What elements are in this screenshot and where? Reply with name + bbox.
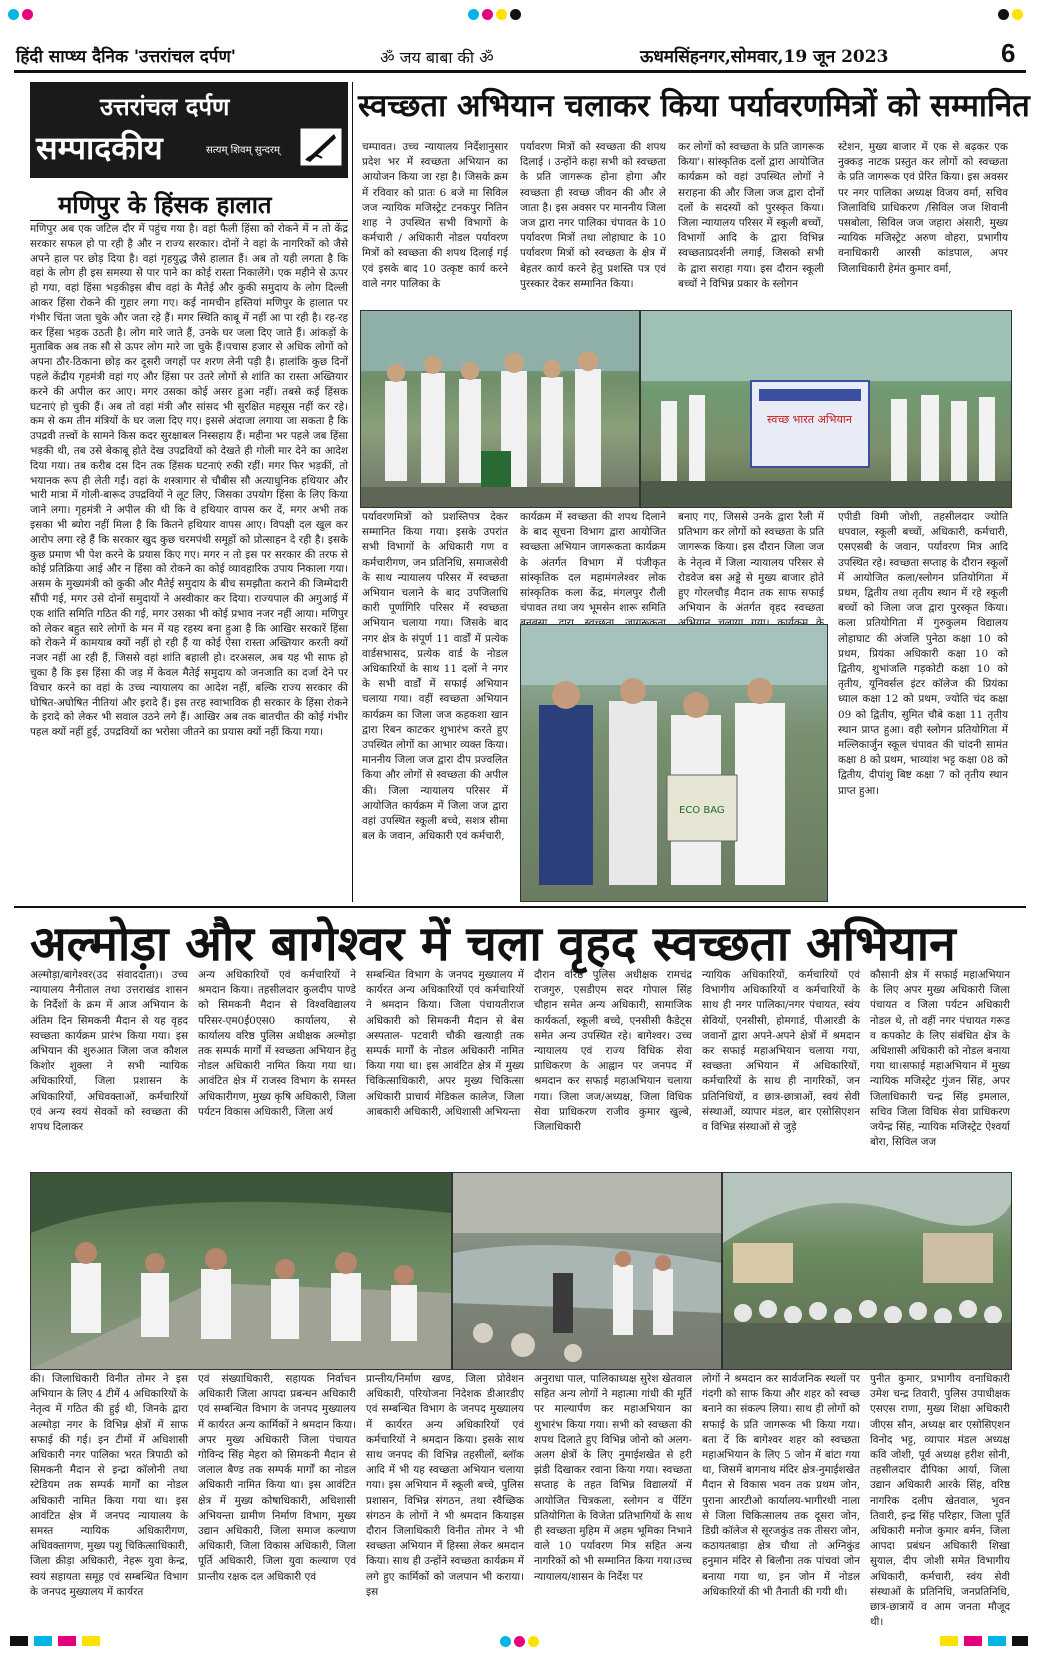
register-square	[34, 1636, 52, 1646]
story2-headline: अल्मोड़ा और बागेश्वर में चला वृहद स्वच्छता अभियान	[30, 916, 956, 972]
yellow-dot	[528, 1636, 539, 1647]
top-registration-bar	[0, 0, 1039, 26]
story1-mid1: पर्यावरणमित्रों को प्रशस्तिपत्र देकर सम्मानित किया गया। इसके उपरांत सभी विभागों के अधिकारी गण व कर्मचारीगण, जन प्रतिनिधि, समाजसेवी के साथ न्यायालय परिसर में स्वच्छता अभियान चलाने के बाद उपजिलाधि कारी पूर्णागिरि परिसर में स्वच्छता अभियान चलाया गया। जिसके बाद नगर क्षेत्र के संपूर्ण 11 वार्डों में प्रत्येक वार्डसभासद, प्रत्येक वार्ड के नोडल अधिकारियों के साथ 11 दलों ने नगर के सभी वार्डों में सफाई अभियान चलाया गया। वहीं स्वच्छता अभियान कार्यक्रम का जिला जज कहकशा खान द्वारा रिबन काटकर शुभारंभ करते हुए उपस्थित लोगों का आभार व्यक्त किया। माननीय जिला जज द्वारा दीप प्रज्वलित किया और लोगों से स्वच्छता की अपील की। जिला न्यायालय परिसर में आयोजित कार्यक्रम में जिला जज द्वारा वहां उपस्थित स्कूली बच्चे, सशत्र सीमा बल के जवान, अधिकारी एवं कर्मचारी,	[362, 511, 508, 843]
ribbon-ceremony-photo	[520, 624, 828, 902]
editorial-headline: मणिपुर के हिंसक हालात	[58, 190, 272, 219]
black-dot	[998, 9, 1009, 20]
crowd-photo	[722, 1172, 1012, 1370]
story2-bot1: की। जिलाधिकारी विनीत तोमर ने इस अभियान के लिए 4 टीमें 4 अधिकारियों के नेतृत्व में गठित की हुई थी, जिनके द्वारा अल्मोड़ा नगर के विभिन्न क्षेत्रों में साफ सफाई की गई। इन टीमों में अधिशासी अधिकारी नगर पालिका भरत त्रिपाठी को सिमकनी मैदान से इन्द्रा कॉलोनी तथा स्टेडियम तक सम्पर्क मार्गों का नोडल अधिकारी नामित किया गया था। इस आवंटित क्षेत्र में जनपद न्यायालय के समस्त न्यायिक अधिकारीगण, अधिवक्तागण, मुख्य पशु चिकित्साधिकारी, जिला क्रीड़ा अधिकारी, नेहरू युवा केन्द्र, स्वयं सहायता समूह एवं सम्बन्धित विभाग के जनपद मुख्यालय में कार्यरत	[30, 1373, 188, 1598]
editorial-motto: सत्यम् शिवम् सुन्दरम्	[206, 145, 280, 156]
yellow-dot	[496, 9, 507, 20]
story1-headline: स्वच्छता अभियान चलाकर किया पर्यावरणमित्रों को सम्मानित	[358, 88, 1030, 124]
quill-pen-icon	[300, 128, 342, 166]
story2-top1: अल्मोड़ा/बागेश्वर(उद संवाददाता)। उच्च न्यायालय नैनीताल तथा उत्तराखंड शासन के निर्देशों के क्रम में आज अभियान के अंतिम दिन सिमकनी मैदान से यह वृहद स्वच्छता कार्यक्रम प्रारंभ किया गया। इस अभियान की शुरुआत जिला जज कौशल किशोर शुक्ला ने सभी न्यायिक अधिकारियों, जिला प्रशासन के अधिकारियों, अधिवक्ताओं, कर्मचारियों एवं अन्य स्वयं सेवकों को स्वच्छता की शपथ दिलाकर	[30, 969, 188, 1134]
magenta-dot	[482, 9, 493, 20]
section-rule	[14, 906, 1026, 908]
editorial-paper-name: उत्तरांचल दर्पण	[100, 92, 230, 121]
register-square	[58, 1636, 76, 1646]
banner-text: स्वच्छ भारत अभियान	[767, 413, 852, 426]
story2-top3: सम्बन्धित विभाग के जनपद मुख्यालय में कार्यरत अन्य अधिकारियों एवं कर्मचारियों ने श्रमदान किया। जिला पंचायतीराज अधिकारी को सिमकनी मैदान से बेस अस्पताल- पटवारी चौकी खत्याड़ी तक सम्पर्क मार्गों के नोडल अधिकारी नामित किया गया था। इस आवंटित क्षेत्र में मुख्य चिकित्साधिकारी, अपर मुख्य चिकित्सा अधिकारी प्राचार्य मेडिकल कालेज, जिला आबकारी अधिकारी, अधिशासी अभियन्ता	[366, 969, 524, 1118]
register-square	[964, 1636, 982, 1646]
photo-illustration	[31, 1173, 451, 1369]
story2-top6: कौसानी क्षेत्र में सफाई महाअभियान के लिए अपर मुख्य अधिकारी जिला पंचायत व जिला पर्यटन अधिकारी नोडल थे, तो वहीं नगर पंचायत गरूड व कपकोट के लिए संबंधित क्षेत्र के अधिशासी अधिकारी को नोडल बनाया गया था।सफाई महाअभियान में मुख्य न्यायिक मजिस्ट्रेट गुंजन सिंह, अपर जिलाधिकारी चन्द्र सिंह इमलाल, सचिव जिला विधिक सेवा प्राधिकरण जयेन्द्र सिंह, न्यायिक मजिस्ट्रेट ऐश्वर्या बोरा, सिविल जज	[870, 969, 1010, 1149]
page-number: 6	[1001, 38, 1016, 68]
story1-col2: पर्यावरण मित्रों को स्वच्छता की शपथ दिलाई । उन्होंने कहा सभी को स्वच्छता के प्रति जागरूक होना होगा और स्वच्छता ही स्वच्छ जीवन की और ले जाता है। इस अवसर पर माननीय जिला जज द्वारा नगर पालिका चंपावत के 10 पर्यावरण मित्रों तथा लोहाघाट के 10 पर्यावरण मित्रों को स्वच्छता के क्षेत्र में बेहतर कार्य करने हेतु प्रशस्ति पत्र एवं पुरस्कार देकर सम्मानित किया।	[520, 141, 666, 290]
riverbank-photo	[452, 1172, 722, 1370]
photo-illustration	[641, 311, 1011, 507]
cyan-dot	[8, 9, 19, 20]
masthead-left: हिंदी साप्ध्य दैनिक 'उत्तरांचल दर्पण'	[16, 47, 236, 67]
story2-top2: अन्य अधिकारियों एवं कर्मचारियों ने श्रमदान किया। तहसीलदार कुलदीप पाण्डे को सिमकनी मैदान से विश्वविद्यालय परिसर-एम0ई0एस0 कार्यालय, से कार्यालय वरिष्ठ पुलिस अधीक्षक अल्मोड़ा तक सम्पर्क मार्गों में स्वच्छता अभियान हेतु नोडल अधिकारी नामित किया गया था। आवंटित क्षेत्र में राजस्व विभाग के समस्त अधिकारीगण, मुख्य कृषि अधिकारी, जिला पर्यटन विकास अधिकारी, जिला अर्थ	[198, 969, 356, 1118]
photo-illustration	[453, 1173, 721, 1369]
bag-text: ECO BAG	[679, 805, 725, 816]
photo-illustration	[521, 625, 827, 901]
editorial-rule	[30, 220, 348, 221]
editorial-section-title: सम्पादकीय	[36, 129, 163, 167]
photo-illustration	[361, 311, 639, 507]
cyan-dot	[500, 1636, 511, 1647]
photo-illustration	[723, 1173, 1011, 1369]
story1-col1: चम्पावत। उच्च न्यायालय निर्देशानुसार प्रदेश भर में स्वच्छता अभियान का आयोजन किया जा रहा है। जिसके क्रम में रविवार को प्रातः 6 बजे मा सिविल जज न्यायिक मजिस्ट्रेट टनकपुर नितिन शाह ने उपस्थित सभी विभागों के कर्मचारी / अधिकारी नोडल पर्यावरण मित्रों को स्वच्छता की शपथ दिलाई गई एवं इसके बाद 10 उत्कृष्ट कार्य करने वाले नगर पालिका के	[362, 141, 508, 290]
masthead-right: ऊधमसिंहनगर,सोमवार,19 जून 2023	[640, 47, 889, 67]
story2-bot5: लोगों ने श्रमदान कर सार्वजनिक स्थलों पर गंदगी को साफ किया और शहर को स्वच्छ बनाने का संकल्प लिया। साथ ही लोगों को सफाई के प्रति जागरूक भी किया गया। बता दें कि बागेश्वर शहर को स्वच्छता महाअभियान के लिए 5 जोन में बांटा गया था, जिसमें बागनाथ मंदिर क्षेत्र-नुमाईशखेत मैदान से विकास भवन तक प्रथम जोन, पुराना आरटीओ कार्यालय-भागीरथी नाला से जिला चिकित्सालय तक दूसरा जोन, डिग्री कॉलेज से सूरजकुंड तक तीसरा जोन, कठायतबाड़ा क्षेत्र चौथा तो अग्निकुंड हनुमान मंदिर से बिलौना तक पांचवां जोन बनाया गया था, इन जोन में नोडल अधिकारियों की भी तैनाती की गयी थी।	[702, 1373, 860, 1598]
register-square	[82, 1636, 100, 1646]
black-dot	[510, 9, 521, 20]
story2-top5: न्यायिक अधिकारियों, कर्मचारियों एवं विभागीय अधिकारियों व कर्मचारियों के साथ ही नगर पालिका/नगर पंचायत, स्वंय सेवियों, एनसीसी, होमगार्ड, पीआरडी के जवानों द्वारा अपने-अपने क्षेत्रों में श्रमदान कर सफाई महाअभियान चलाया गया, स्वच्छता अभियान में अधिकारियों, कर्मचारियों के साथ ही नागरिकों, जन प्रतिनिधियों, व छात्र-छात्राओं, स्वयं सेवी संस्थाओं, व्यापार मंडल, बार एसोसिएशन व विभिन्न संस्थाओं से जुड़े	[702, 969, 860, 1134]
story2-bot4: अनुराधा पाल, पालिकाध्यक्ष सुरेश खेतवाल सहित अन्य लोगों ने महात्मा गांधी की मूर्ति पर माल्यार्पण कर महाअभियान का शुभारंभ किया गया। सभी को स्वच्छता की शपथ दिलाते हुए विभिन्न जोनो को अलग-अलग क्षेत्रों के लिए नुमाईशखेत से हरी झंडी दिखाकर रवाना किया गया। स्वच्छता सप्ताह के तहत विभिन्न विद्यालयों में आयोजित चित्रकला, स्लोगन व पेंटिंग प्रतियोगिता के विजेता प्रतिभागियों के साथ ही स्वच्छता मुहिम में अहम भूमिका निभाने वाले 10 पर्यावरण मित्र सहित अन्य नागरिकों को भी सम्मानित किया गया।उच्च न्यायालय/शासन के निर्देश पर	[534, 1373, 692, 1583]
editorial-body: मणिपुर अब एक जटिल दौर में पहुंच गया है। वहां फैली हिंसा को रोकने में न तो केंद्र सरकार सफल हो पा रही है और न राज्य सरकार। दोनों ने वहां के नागरिकों को जैसे अपने हाल पर छोड़ दिया है। वहां गृहयुद्ध जैसे हालात हैं। अब तो यही लगता है कि वहां के लोग ही इस समस्या से पार पाने का कोई रास्ता निकालेंगे। एक महीने से ऊपर हो गया, वहां हिंसा भड़कीइस बीच वहां के मैतेई और कुकी समुदाय के लोग दिल्ली आकर हिंसा रोकने की गुहार लगा गए। कई नामचीन हस्तियां मणिपुर के हालात पर गंभीर चिंता जता चुके और जता रहे हैं। मगर स्थिति काबू में नहीं आ पा रही है। रह-रह कर हिंसा भड़क उठती है। लोग मारे जाते हैं, उनके घर जला दिए जाते हैं। आंकड़ों के मुताबिक अब तक सौ से ऊपर लोग मारे जा चुके हैं।पचास हजार से अधिक लोगों को अपना ठौर-ठिकाना छोड़ कर दूसरी जगहों पर शरण लेनी पड़ी है। हालांकि कुछ दिनों पहले केंद्रीय गृहमंत्री वहां गए और हिंसा पर उतरे लोगों से शांति का रास्ता अख्तियार करने की अपील कर आए। मगर उसका कोई असर हुआ नहीं। तबसे कई हिंसक घटनाएं हो चुकी हैं। अब तो वहां मंत्री और सांसद भी सुरक्षित महसूस नहीं कर रहे। कम से कम तीन मंत्रियों के घर जला दिए गए। इससे अंदाजा लगाया जा सकता है कि उपद्रवी तत्त्वों के सामने किस कदर सुरक्षाबल निस्सहाय हैं। महीना भर पहले जब हिंसा भड़की थी, तब उसे बेकाबू होते देख उपद्रवियों को देखते ही गोली मार देने का आदेश दिया गया। तब करीब दस दिन तक हिंसक घटनाएं रुकी रहीं। मगर फिर भड़कीं, तो भयानक रूप ही लेती गईं। वहां के शस्त्रागार से चौबीस सौ अत्याधुनिक हथियार और भारी मात्रा में गोली-बारूद उपद्रवियों ने लूट लिए, जिसका उपयोग हिंसा के लिए किया जाने लगा। गृहमंत्री ने अपील की थी कि वे हथियार वापस कर दें, मगर अभी तक इसका भी ब्योरा नहीं मिला है कि कितने हथियार वापस आए। विपक्षी दल खुल कर आरोप लगा रहे हैं कि सरकार खुद कुछ चरमपंथी समूहों को प्रोत्साहन दे रही है। इसके कुछ प्रमाण भी पेश करने के प्रयास किए गए। मगर न तो इस पर सरकार की तरफ से कोई प्रतिक्रिया आई और न हिंसा को रोकने का कोई व्यावहारिक उपाय निकाला गया। असम के मुख्यमंत्री को कुकी और मैतेई समुदाय के बीच समझौता कराने की जिम्मेदारी सौंपी गई, मगर उसे दोनों समुदायों ने अस्वीकार कर दिया। राज्यपाल की अगुआई में एक शांति समिति गठित की गई, मगर उसका भी कोई प्रभाव नजर नहीं आया। मणिपुर को लेकर बहुत सारे लोगों के मन में यह रहस्य बना हुआ है कि आखिर सरकारें हिंसा को रोकने में कामयाब क्यों नहीं हो रही हैं या कोई ऐसा रास्ता अख्तियार करती क्यों नजर नहीं आ रही हैं, जिससे वहां शांति बहाली हो। दरअसल, अब यह भी साफ हो चुका है कि इस हिंसा की जड़ में केवल मैतेई समुदाय को जनजाति का दर्जा देने पर विचार करने का वहां के उच्च न्यायालय का आदेश नहीं, बल्कि राज्य सरकार की घोषित-अघोषित नीतियां और इरादे हैं। इस तरह स्वाभाविक ही सरकार के हिंसा रोकने के इरादे को लेकर भी सवाल उठने लगे हैं। आखिर अब तक बातचीत की कोई गंभीर पहल क्यों नहीं हुई, उपद्रवियों का भरोसा जीतने का प्रयास क्यों नहीं किया गया।	[30, 223, 348, 739]
yellow-dot	[1012, 9, 1023, 20]
story1-mid3: बनाए गए, जिससे उनके द्वारा रैली में प्रतिभाग कर लोगों को स्वच्छता के प्रति जागरूक किया। इस दौरान जिला जज के नेतृत्व में जिला न्यायालय परिसर से रोडवेज बस अड्डे से मुख्य बाजार होते हुए गोरलचौड़ मैदान तक साफ सफाई अभियान के अंतर्गत वृहद स्वच्छता	[678, 511, 824, 615]
bottom-registration-bar	[0, 1628, 1039, 1654]
register-square	[10, 1636, 28, 1646]
magenta-dot	[22, 9, 33, 20]
masthead-center: ॐ जय बाबा की ॐ	[380, 48, 494, 67]
editorial-header-box	[30, 82, 348, 178]
magenta-dot	[514, 1636, 525, 1647]
run-photo	[30, 1172, 452, 1370]
story1-mid2: कार्यक्रम में स्वच्छता की शपथ दिलाने के बाद सूचना विभाग द्वारा आयोजित स्वच्छता अभियान जागरूकता कार्यक्रम के अंतर्गत विभाग में पंजीकृत सांस्कृतिक दल महामंगलेश्वर लोक सांस्कृतिक कला केंद्र, मंगलपुर रौली चंपावत तथा जय भूमसेन शारू समिति	[520, 511, 666, 615]
masthead-rule	[14, 70, 1026, 73]
story2-bot6: पुनीत कुमार, प्रभागीय वनाधिकारी उमेश चन्द्र तिवारी, पुलिस उपाधीक्षक एसएस राणा, मुख्य शिक्षा अधिकारी जीएस सौन, अध्यक्ष बार एसोसिएशन विनोद भट्ट, व्यापार मंडल अध्यक्ष कवि जोशी, पूर्व अध्यक्ष हरीश सोनी, तहसीलदार दीपिका आर्या, जिला उद्यान अधिकारी आरके सिंह, वरिष्ठ नागरिक दलीप खेतवाल, भुवन तिवारी, इन्द्र सिंह परिहार, जिला पूर्ति अधिकारी मनोज कुमार बर्मन, जिला आपदा प्रबंधन अधिकारी शिखा सुयाल, दीप जोशी समेत विभागीय अधिकारी, कर्मचारी, स्वंय सेवी संस्थाओं के प्रतिनिधि, जनप्रतिनिधि, छात्र-छात्रायें व आम जनता मौजूद थी।	[870, 1373, 1010, 1629]
register-square	[1012, 1636, 1028, 1646]
register-square	[988, 1636, 1006, 1646]
story1-mid4: एपीडी विमी जोशी, तहसीलदार ज्योति धपवाल, स्कूली बच्चों, अधिकारी, कर्मचारी, एसएसबी के जवान, पर्यावरण मित्र आदि उपस्थित रहे। स्वच्छता सप्ताह के दौरान स्कूलों में आयोजित कला/स्लोगन प्रतियोगिता में प्रथम, द्वितीय तथा तृतीय स्थान में रहे स्कूली बच्चों को जिला जज द्वारा पुरस्कृत किया। कला प्रतियोगिता में गुरुकुलम विद्यालय लोहाघाट की अंजलि पुनेठा कक्षा 10 को प्रथम, प्रियंका अधिकारी कक्षा 10 को द्वितीय, शुभांजलि गड़कोटी कक्षा 10 को तृतीय, यूनिवर्सल इंटर कॉलेज की प्रियंका ध्याल कक्षा 12 को प्रथम, ज्योति चंद कक्षा 09 को द्वितीय, सुमित चौबे कक्षा 11 तृतीय स्थान प्राप्त हुआ। वही स्लोगन प्रतियोगिता में मल्लिकार्जुन स्कूल चंपावत की चांदनी सामंत कक्षा 8 को प्रथम, भाव्यांश भट्ट कक्षा 08 को द्वितीय, दीपांशु बिष्ट कक्षा 7 को तृतीय स्थान प्राप्त हुआ।	[838, 511, 1008, 797]
cyan-dot	[468, 9, 479, 20]
cleanup-group-photo	[360, 310, 640, 508]
story1-col3: कर लोगों को स्वच्छता के प्रति जागरूक किया'। सांस्कृतिक दलों द्वारा आयोजित कार्यक्रम को वहां उपस्थित लोगों ने सराहना की और जिला जज द्वारा दोनों दलों के सदस्यों को पुरस्कृत किया। जिला न्यायालय परिसर में स्कूली बच्चों, विभागों आदि के द्वारा विभिन्न स्वच्छताप्रदर्शनी लगाई, जिसको सभी के द्वारा सराहा गया। इस दौरान स्कूली बच्चों ने विभिन्न प्रकार के स्लोगन	[678, 141, 824, 290]
story2-bot3: प्रान्तीय/निर्माण खण्ड, जिला प्रोवेशन अधिकारी, परियोजना निदेशक डीआरडीए एवं सम्बन्धित विभाग के जनपद मुख्यालय में कार्यरत अन्य अधिकारियों एवं कर्मचारियों ने श्रमदान किया। इसके साथ साथ जनपद की विभिन्न तहसीलों, ब्लॉक आदि में भी यह स्वच्छता अभियान चलाया गया। इस अभियान में स्कूली बच्चे, पुलिस प्रशासन, विभिन्न संगठन, तथा स्वैच्छिक संगठन के लोगों ने भी श्रमदान कियाइस दौरान जिलाधिकारी विनीत तोमर ने भी स्वच्छता अभियान में हिस्सा लेकर श्रमदान किया। साथ ही उन्होंने स्वच्छता कार्यक्रम में लगे हुए कार्मिकों को जलपान भी कराया।इस	[366, 1373, 524, 1598]
register-square	[940, 1636, 958, 1646]
rally-photo	[640, 310, 1012, 508]
story2-top4: दौरान वरिष्ठ पुलिस अधीक्षक रामचंद्र राजगुरु, एसडीएम सदर गोपाल सिंह चौहान समेत अन्य अधिकारी, सामाजिक कार्यकर्ता, स्कूली बच्चे, एनसीसी कैडेट्स समेत अन्य उपस्थित रहे। बागेश्वर। उच्च न्यायालय एवं राज्य विधिक सेवा प्राधिकरण के आह्वान पर जनपद में श्रमदान कर सफाई महाअभियान चलाया गया। जिला जज/अध्यक्ष, जिला विधिक सेवा प्राधिकरण राजीव कुमार खुल्बे, जिलाधिकारी	[534, 969, 692, 1134]
column-divider	[352, 82, 353, 902]
story2-bot2: एवं संख्याधिकारी, सहायक निर्वाचन अधिकारी जिला आपदा प्रबन्धन अधिकारी एवं सम्बन्धित विभाग के जनपद मुख्यालय में कार्यरत अन्य कार्मिकों ने श्रमदान किया। अपर मुख्य अधिकारी जिला पंचायत गोविन्द सिंह मेहरा को सिमकनी मैदान से जलाल बैण्ड तक सम्पर्क मार्गों का नोडल अधिकारी नामित किया था। इस आवंटित क्षेत्र में मुख्य कोषाधिकारी, अधिशासी अभियन्ता ग्रामीण निर्माण विभाग, मुख्य उद्यान अधिकारी, जिला समाज कल्याण अधिकारी, जिला विकास अधिकारी, जिला पूर्ति अधिकारी, जिला युवा कल्याण एवं प्रान्तीय रक्षक दल अधिकारी एवं	[198, 1373, 356, 1583]
story1-col4: स्टेशन, मुख्य बाजार में एक से बढ़कर एक नुक्कड़ नाटक प्रस्तुत कर लोगों को स्वच्छता के प्रति जागरूक एवं प्रेरित किया। इस अवसर पर नगर पालिका अध्यक्ष विजय वर्मा, सचिव जिलाविधि प्राधिकरण /सिविल जज शिवानी पसबोला, सिविल जज जहारा अंसारी, मुख्य न्यायिक मजिस्ट्रेट अरुण वोहरा, प्रभागीय वनाधिकारी आरसी कांडपाल, अपर जिलाधिकारी हेमंत कुमार वर्मा,	[838, 141, 1008, 275]
